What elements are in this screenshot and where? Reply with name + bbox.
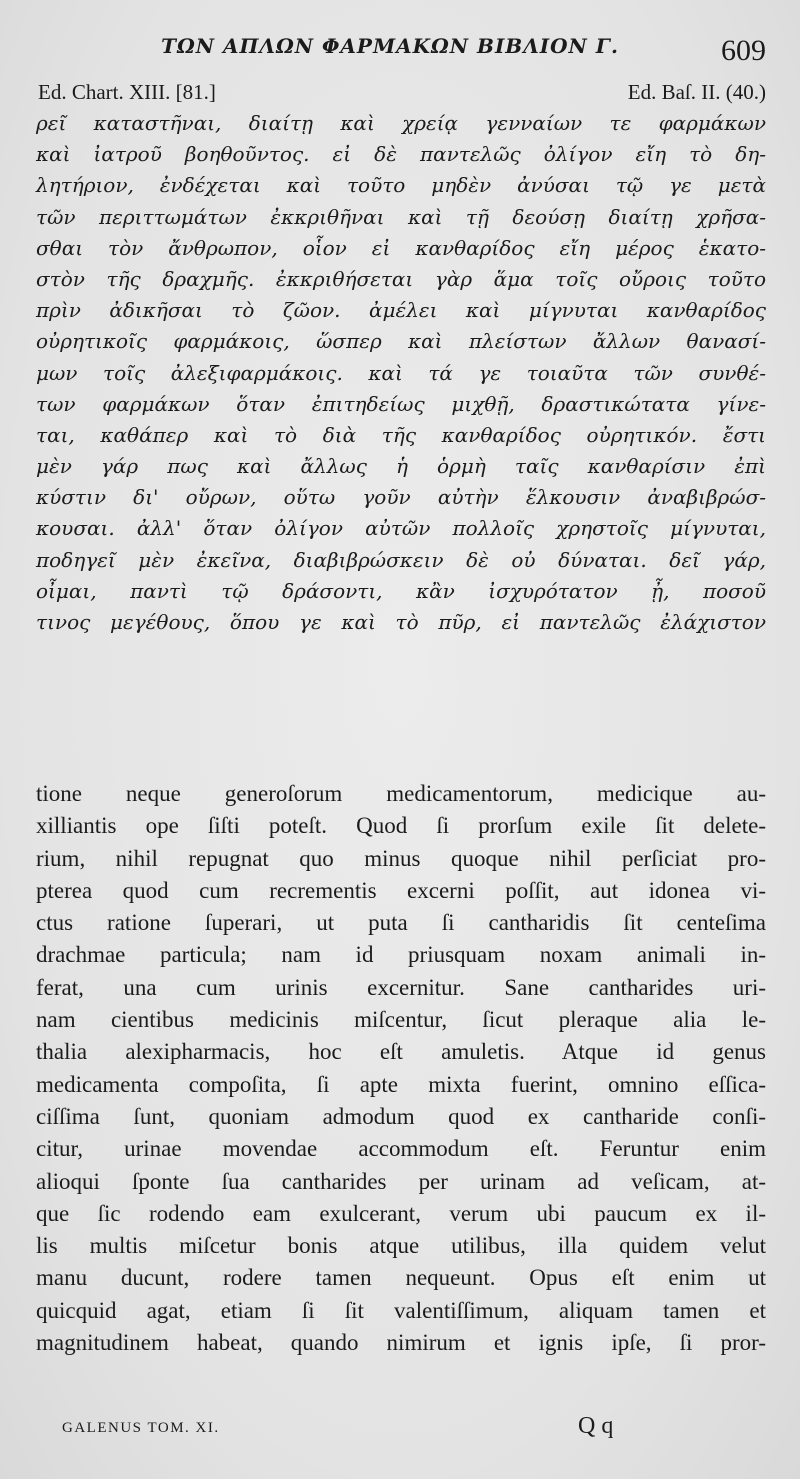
latin-text-line: alioqui ſponte ſua cantharides per urinam ad veſicam, at- bbox=[36, 1168, 766, 1194]
latin-text-line: xilliantis ope ſiſti poteſt. Quod ſi prorſum exile ſit delete- bbox=[36, 813, 766, 839]
edition-reference-basel: Ed. Baſ. II. (40.) bbox=[627, 80, 766, 104]
greek-text-line: οἶμαι, παντὶ τῷ δράσοντι, κἂν ἰσχυρότατον ᾖ, ποσοῦ bbox=[36, 578, 766, 603]
greek-text-line: ρεῖ καταστῆναι, διαίτῃ καὶ χρείᾳ γενναίων τε φαρμάκων bbox=[36, 111, 766, 135]
signature-mark-volume: GALENUS TOM. XI. bbox=[62, 1420, 220, 1436]
greek-text-line: καὶ ἰατροῦ βοηθοῦντος. εἰ δὲ παντελῶς ὀλίγον εἴη τὸ δη- bbox=[36, 142, 766, 167]
latin-text-line: rium, nihil repugnat quo minus quoque nihil perſiciat pro- bbox=[36, 845, 766, 871]
latin-text-block bbox=[36, 778, 766, 1359]
greek-text-block bbox=[36, 108, 766, 638]
greek-text-line: στὸν τῆς δραχμῆς. ἐκκριθήσεται γὰρ ἅμα τοῖς οὔροις τοῦτο bbox=[36, 266, 766, 291]
latin-text-line: quicquid agat, etiam ſi ſit valentiſſimum, aliquam tamen et bbox=[36, 1297, 766, 1323]
latin-text-line: drachmae particula; nam id priusquam noxam animali in- bbox=[36, 942, 766, 968]
greek-text-line: πρὶν ἀδικῆσαι τὸ ζῶον. ἀμέλει καὶ μίγνυται κανθαρίδος bbox=[36, 298, 766, 323]
running-title: ΤΩΝ ΑΠΛΩΝ ΦΑΡΜΑΚΩΝ ΒΙΒΛΙΟΝ Γ. bbox=[161, 34, 619, 58]
greek-text-line: ται, καθάπερ καὶ τὸ διὰ τῆς κανθαρίδος οὐρητικόν. ἔστι bbox=[36, 422, 766, 447]
latin-text-line: medicamenta compoſita, ſi apte mixta fuerint, omnino eſſica- bbox=[36, 1071, 766, 1097]
greek-text-line: κύστιν δι' οὔρων, οὕτω γοῦν αὐτὴν ἕλκουσιν ἀναβιβρώσ- bbox=[36, 485, 766, 510]
edition-reference-chartier: Ed. Chart. XIII. [81.] bbox=[38, 80, 216, 104]
latin-text-line: que ſic rodendo eam exulcerant, verum ubi paucum ex il- bbox=[36, 1200, 766, 1226]
greek-text-line: λητήριον, ἐνδέχεται καὶ τοῦτο μηδὲν ἀνύσαι τῷ γε μετὰ bbox=[36, 173, 766, 198]
signature-mark-gathering: Q q bbox=[578, 1413, 614, 1439]
greek-text-line: κουσαι. ἀλλ' ὅταν ὀλίγον αὐτῶν πολλοῖς χρηστοῖς μίγνυται, bbox=[36, 516, 766, 541]
page-number: 609 bbox=[721, 34, 766, 67]
latin-text-line: ferat, una cum urinis excernitur. Sane cantharides uri- bbox=[36, 974, 766, 1000]
latin-text-line: lis multis miſcetur bonis atque utilibus, illa quidem velut bbox=[36, 1233, 766, 1259]
latin-text-line: magnitudinem habeat, quando nimirum et ignis ipſe, ſi pror- bbox=[36, 1330, 766, 1356]
greek-text-line: μων τοῖς ἀλεξιφαρμάκοις. καὶ τά γε τοιαῦτα τῶν συνθέ- bbox=[36, 360, 766, 385]
greek-text-line: τινος μεγέθους, ὅπου γε καὶ τὸ πῦρ, εἰ παντελῶς ἐλάχιστον bbox=[36, 610, 766, 634]
greek-text-line: των φαρμάκων ὅταν ἐπιτηδείως μιχθῇ, δραστικώτατα γίνε- bbox=[36, 391, 766, 416]
greek-text-line: σθαι τὸν ἄνθρωπον, οἷον εἰ κανθαρίδος εἴη μέρος ἑκατο- bbox=[36, 235, 766, 260]
greek-text-line: τῶν περιττωμάτων ἐκκριθῆναι καὶ τῇ δεούσῃ διαίτῃ χρῆσα- bbox=[36, 204, 766, 229]
greek-text-line: ποδηγεῖ μὲν ἐκεῖνα, διαβιβρώσκειν δὲ οὐ δύναται. δεῖ γάρ, bbox=[36, 547, 766, 572]
greek-text-line: οὐρητικοῖς φαρμάκοις, ὥσπερ καὶ πλείστων ἄλλων θανασί- bbox=[36, 329, 766, 354]
latin-text-line: citur, urinae movendae accommodum eſt. Feruntur enim bbox=[36, 1136, 766, 1162]
latin-text-line: ctus ratione ſuperari, ut puta ſi cantharidis ſit centeſima bbox=[36, 910, 766, 936]
latin-text-line: nam cientibus medicinis miſcentur, ſicut pleraque alia le- bbox=[36, 1007, 766, 1033]
latin-text-line: ciſſima ſunt, quoniam admodum quod ex cantharide conſi- bbox=[36, 1103, 766, 1129]
latin-text-line: pterea quod cum recrementis excerni poſſit, aut idonea vi- bbox=[36, 877, 766, 903]
latin-text-line: tione neque generoſorum medicamentorum, medicique au- bbox=[36, 781, 766, 806]
latin-text-line: manu ducunt, rodere tamen nequeunt. Opus eſt enim ut bbox=[36, 1265, 766, 1291]
latin-text-line: thalia alexipharmacis, hoc eſt amuletis. Atque id genus bbox=[36, 1039, 766, 1065]
greek-text-line: μὲν γάρ πως καὶ ἄλλως ἡ ὁρμὴ ταῖς κανθαρίσιν ἐπὶ bbox=[36, 454, 766, 479]
